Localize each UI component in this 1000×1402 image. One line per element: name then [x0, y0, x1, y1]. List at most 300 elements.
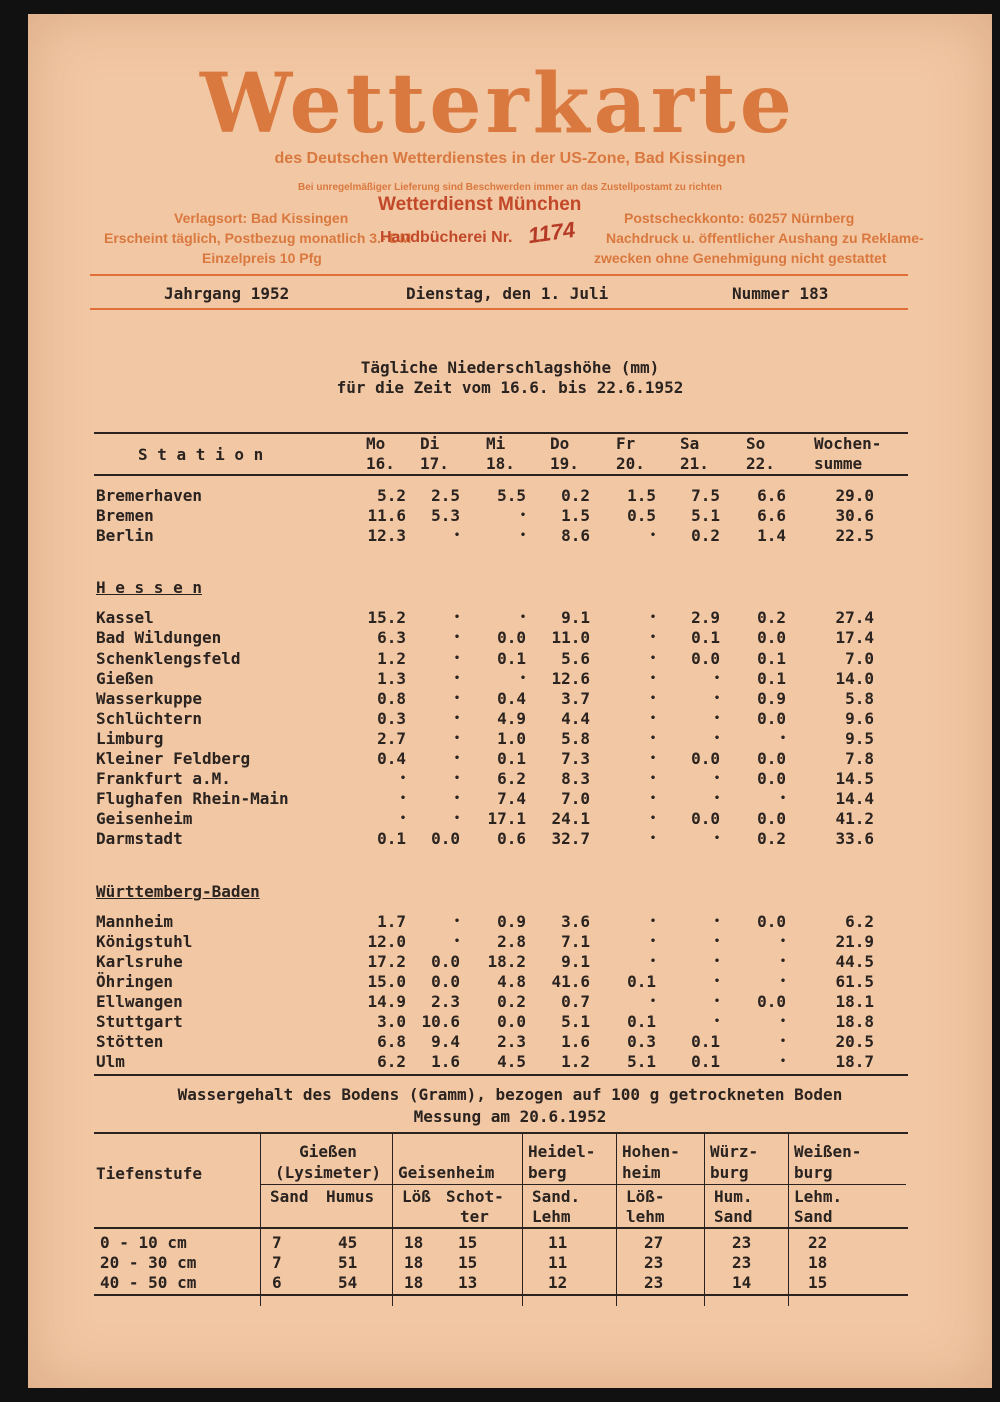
precip-value: 6.2: [377, 1052, 406, 1072]
header-sum-1: Wochen-: [814, 434, 882, 453]
station-name: Mannheim: [96, 911, 174, 931]
soil-type-line2: lehm: [626, 1207, 665, 1226]
weekly-sum: 18.1: [835, 991, 874, 1011]
precip-value: 6.6: [757, 486, 786, 505]
precip-value: 5.5: [497, 486, 526, 505]
weekly-sum: 14.4: [835, 789, 874, 809]
reprint-notice-cont: zwecken ohne Genehmigung nicht gestattet: [594, 250, 887, 266]
weekly-sum: 14.5: [835, 769, 874, 789]
precip-value: 0.3: [627, 1032, 656, 1052]
soil-value: 7: [272, 1253, 282, 1272]
soil-date: Messung am 20.6.1952: [413, 1107, 607, 1126]
precip-value: •: [519, 510, 526, 522]
precip-value: •: [779, 1036, 786, 1048]
precip-value: 7.0: [561, 789, 590, 809]
precip-value: 0.0: [757, 749, 786, 768]
soil-station-line1: Heidel-: [528, 1142, 596, 1161]
precip-value: •: [649, 793, 656, 805]
precip-value: 0.0: [757, 809, 786, 829]
soil-value: 23: [644, 1273, 664, 1292]
soil-station-line1: Weißen-: [794, 1142, 862, 1161]
station-name: Karlsruhe: [96, 951, 183, 971]
precip-value: •: [779, 975, 786, 987]
precip-value: 1.7: [377, 911, 406, 931]
precip-value: •: [713, 975, 720, 987]
soil-value: 6: [272, 1273, 282, 1292]
precip-value: 9.4: [431, 1032, 460, 1052]
precip-value: •: [649, 935, 656, 947]
station-name: Bremerhaven: [96, 486, 202, 505]
precip-value: •: [713, 672, 720, 684]
precip-value: •: [453, 773, 460, 785]
soil-value: 7: [272, 1233, 282, 1252]
precip-value: •: [453, 692, 460, 704]
library-stamp-number-label: Handbücherei Nr.: [380, 229, 513, 246]
header-day-3: Do: [550, 434, 570, 453]
precip-value: 2.5: [431, 486, 460, 505]
single-price: Einzelpreis 10 Pfg: [202, 250, 322, 266]
precip-value: 0.0: [691, 648, 720, 668]
precip-value: 12.6: [551, 668, 590, 688]
precip-value: 0.6: [497, 829, 526, 849]
soil-value: 23: [732, 1233, 752, 1252]
precip-value: 0.0: [691, 749, 720, 768]
precip-value: 8.6: [561, 526, 590, 546]
precip-value: 0.1: [377, 829, 406, 849]
depth-label: 20 - 30 cm: [100, 1253, 197, 1272]
soil-value: 18: [404, 1253, 424, 1272]
precip-value: •: [649, 692, 656, 704]
weekly-sum: 61.5: [835, 971, 874, 991]
soil-value: 11: [548, 1253, 568, 1272]
soil-value: 23: [732, 1253, 752, 1272]
precip-value: •: [713, 995, 720, 1007]
soil-value: 18: [404, 1273, 424, 1292]
weekly-sum: 7.0: [845, 648, 874, 668]
header-date-2: 18.: [486, 454, 515, 473]
precip-value: 0.7: [561, 991, 590, 1011]
soil-value: 15: [808, 1273, 828, 1292]
precip-value: •: [649, 712, 656, 724]
station-name: Kleiner Feldberg: [96, 749, 251, 768]
handwritten-number: 1174: [526, 216, 577, 249]
soil-value: 22: [808, 1233, 828, 1252]
precip-value: 18.2: [487, 951, 526, 971]
precip-value: 0.8: [377, 688, 406, 708]
header-day-6: So: [746, 434, 766, 453]
precip-value: •: [649, 530, 656, 542]
precip-value: 32.7: [551, 829, 590, 849]
precip-value: •: [399, 813, 406, 825]
precip-value: 7.1: [561, 931, 590, 951]
precip-value: 0.0: [497, 628, 526, 648]
precip-value: •: [453, 753, 460, 764]
precip-value: 0.1: [757, 648, 786, 668]
weekly-sum: 7.8: [845, 749, 874, 768]
precip-value: 0.2: [757, 829, 786, 849]
precip-value: •: [713, 793, 720, 805]
precip-value: •: [649, 813, 656, 825]
precip-value: 3.6: [561, 911, 590, 931]
precip-value: 0.3: [377, 708, 406, 728]
precip-value: 4.8: [497, 971, 526, 991]
precip-value: 5.1: [627, 1052, 656, 1072]
precip-value: 2.3: [497, 1032, 526, 1052]
precip-value: 0.2: [757, 608, 786, 628]
soil-title: Wassergehalt des Bodens (Gramm), bezogen auf 100 g getrockneten Boden: [177, 1085, 843, 1104]
precip-value: •: [779, 935, 786, 947]
precip-value: 4.4: [561, 708, 590, 728]
precip-value: •: [649, 955, 656, 967]
station-name: Öhringen: [96, 971, 174, 991]
soil-value: 23: [644, 1253, 664, 1272]
precip-value: 0.5: [627, 506, 656, 526]
precip-value: •: [649, 833, 656, 845]
precip-value: •: [649, 773, 656, 785]
soil-type-line1: Sand: [270, 1187, 309, 1206]
soil-value: 18: [808, 1253, 828, 1272]
precip-value: 5.6: [561, 648, 590, 668]
soil-value: 45: [338, 1233, 358, 1252]
soil-station-line1: Würz-: [710, 1142, 759, 1161]
precip-value: •: [519, 672, 526, 684]
precip-value: •: [779, 1016, 786, 1027]
soil-type-line1: Lehm.: [794, 1187, 843, 1206]
soil-station-line2: burg: [794, 1163, 833, 1182]
precip-value: •: [453, 793, 460, 805]
precip-value: 0.1: [691, 628, 720, 648]
weekly-sum: 5.8: [845, 688, 874, 708]
header-station: S t a t i o n: [138, 445, 264, 464]
weekly-sum: 9.6: [845, 708, 874, 728]
precip-value: 2.8: [497, 931, 526, 951]
group-title: H e s s e n: [96, 578, 202, 598]
precip-value: 1.6: [431, 1052, 460, 1072]
station-name: Stötten: [96, 1032, 164, 1052]
precip-value: 0.0: [497, 1012, 526, 1031]
precip-value: 0.1: [497, 749, 526, 768]
soil-station-line2: (Lysimeter): [275, 1163, 381, 1182]
precip-value: 8.3: [561, 769, 590, 789]
precip-value: 2.7: [377, 728, 406, 748]
depth-label: 40 - 50 cm: [100, 1273, 197, 1292]
weekly-sum: 18.7: [835, 1052, 874, 1072]
precip-value: 2.3: [431, 991, 460, 1011]
station-name: Flughafen Rhein-Main: [96, 789, 289, 809]
precip-value: •: [649, 672, 656, 684]
soil-station-line2: burg: [710, 1163, 749, 1182]
precip-value: 0.1: [627, 971, 656, 991]
header-day-0: Mo: [366, 434, 386, 453]
precip-value: 17.1: [487, 809, 526, 829]
precip-value: 11.0: [551, 628, 590, 648]
library-stamp: Wetterdienst München: [378, 194, 582, 215]
soil-column-divider: [522, 1134, 523, 1306]
precip-value: 0.9: [757, 688, 786, 708]
weekly-sum: 20.5: [835, 1032, 874, 1052]
masthead-title: Wetterkarte: [200, 56, 796, 152]
precip-value: 6.2: [497, 769, 526, 789]
header-date-0: 16.: [366, 454, 395, 473]
soil-type-line1: Hum.: [714, 1187, 753, 1206]
precip-value: 1.5: [627, 486, 656, 505]
precip-value: •: [453, 813, 460, 825]
weekly-sum: 44.5: [835, 951, 874, 971]
precip-value: •: [453, 732, 460, 744]
precip-value: 9.1: [561, 608, 590, 628]
precip-value: 5.3: [431, 506, 460, 526]
precip-value: 6.6: [757, 506, 786, 526]
soil-value: 27: [644, 1233, 664, 1252]
precip-value: 4.5: [497, 1052, 526, 1072]
soil-station-line1: Gießen: [299, 1142, 357, 1161]
soil-column-divider: [392, 1134, 393, 1306]
precip-value: 0.2: [691, 526, 720, 546]
precip-value: 0.1: [691, 1032, 720, 1052]
precip-value: 0.1: [627, 1012, 656, 1031]
header-day-1: Di: [420, 434, 440, 453]
station-name: Gießen: [96, 668, 154, 688]
header-date-6: 22.: [746, 454, 775, 473]
precip-value: •: [649, 995, 656, 1007]
soil-type-line2: Sand: [794, 1207, 833, 1226]
precip-rule-header: [94, 474, 908, 476]
precip-value: 3.0: [377, 1012, 406, 1031]
precip-value: 5.8: [561, 728, 590, 748]
weekly-sum: 6.2: [845, 911, 874, 931]
precip-value: 41.6: [551, 971, 590, 991]
precip-value: 0.4: [497, 688, 526, 708]
station-name: Schlüchtern: [96, 708, 202, 728]
precip-value: 7.5: [691, 486, 720, 505]
precip-value: •: [713, 732, 720, 744]
precip-value: 1.2: [561, 1052, 590, 1072]
precip-value: •: [779, 1056, 786, 1068]
weekly-sum: 41.2: [835, 809, 874, 829]
precip-value: 7.3: [561, 749, 590, 768]
postal-account: Postscheckkonto: 60257 Nürnberg: [624, 210, 855, 226]
issue-date: Dienstag, den 1. Juli: [406, 284, 609, 303]
header-day-4: Fr: [616, 434, 636, 453]
precip-value: 10.6: [421, 1012, 460, 1031]
group-title: Württemberg-Baden: [96, 881, 260, 901]
delivery-notice: Bei unregelmäßiger Lieferung sind Beschwerden immer an das Zustellpostamt zu richten: [298, 182, 722, 193]
soil-station-line2: Geisenheim: [398, 1163, 495, 1182]
soil-type-line2: Lehm: [532, 1207, 571, 1226]
precip-value: 1.6: [561, 1032, 590, 1052]
precip-value: 9.1: [561, 951, 590, 971]
precip-title: Tägliche Niederschlagshöhe (mm): [360, 358, 660, 377]
soil-rule-bottom: [94, 1294, 908, 1296]
soil-column-divider: [704, 1134, 705, 1306]
station-name: Stuttgart: [96, 1012, 183, 1031]
precip-value: •: [453, 632, 460, 644]
precip-value: 1.4: [757, 526, 786, 546]
weekly-sum: 14.0: [835, 668, 874, 688]
precip-value: •: [713, 915, 720, 927]
station-name: Wasserkuppe: [96, 688, 202, 708]
precip-value: •: [713, 935, 720, 947]
precip-value: 0.0: [431, 951, 460, 971]
soil-type-line2: Sand: [714, 1207, 753, 1226]
issue-year: Jahrgang 1952: [164, 284, 290, 303]
precip-value: •: [713, 955, 720, 967]
station-name: Kassel: [96, 608, 154, 628]
precip-value: •: [453, 612, 460, 624]
station-name: Darmstadt: [96, 829, 183, 849]
soil-type-line1: Humus: [326, 1187, 375, 1206]
precip-value: 17.2: [367, 951, 406, 971]
soil-value: 12: [548, 1273, 568, 1292]
header-date-3: 19.: [550, 454, 579, 473]
soil-type-line1: Löß-: [626, 1187, 665, 1206]
station-name: Geisenheim: [96, 809, 193, 829]
station-name: Frankfurt a.M.: [96, 769, 231, 789]
precip-value: 0.0: [431, 829, 460, 849]
precip-value: 12.0: [367, 931, 406, 951]
precip-value: •: [519, 612, 526, 624]
precip-value: 0.0: [431, 971, 460, 991]
soil-station-line2: heim: [622, 1163, 661, 1182]
station-name: Berlin: [96, 526, 154, 546]
precip-value: •: [519, 530, 526, 542]
precip-value: •: [649, 915, 656, 927]
precip-value: 0.0: [757, 708, 786, 728]
precip-value: •: [649, 652, 656, 664]
precip-value: 12.3: [367, 526, 406, 546]
precip-value: •: [649, 632, 656, 644]
header-day-2: Mi: [486, 434, 506, 453]
precip-value: 0.4: [377, 749, 406, 768]
weekly-sum: 18.8: [835, 1012, 874, 1031]
soil-type-line1: Sand.: [532, 1187, 581, 1206]
station-name: Limburg: [96, 728, 164, 748]
soil-column-divider: [616, 1134, 617, 1306]
precip-value: •: [453, 712, 460, 724]
precip-value: 24.1: [551, 809, 590, 829]
precip-value: 1.0: [497, 728, 526, 748]
masthead-subtitle: des Deutschen Wetterdienstes in der US-Zone, Bad Kissingen: [274, 150, 746, 167]
soil-value: 15: [458, 1253, 478, 1272]
weekly-sum: 17.4: [835, 628, 874, 648]
publisher-location: Verlagsort: Bad Kissingen: [174, 210, 349, 226]
weekly-sum: 30.6: [835, 506, 874, 526]
precip-value: •: [649, 732, 656, 744]
soil-type-line2: ter: [460, 1207, 489, 1226]
soil-type-line1: Löß: [402, 1187, 431, 1206]
precip-value: 14.9: [367, 991, 406, 1011]
precip-value: •: [779, 955, 786, 967]
precip-value: 4.9: [497, 708, 526, 728]
soil-type-line1: Schot-: [446, 1187, 504, 1206]
header-date-4: 20.: [616, 454, 645, 473]
precip-value: 0.0: [757, 769, 786, 789]
precip-value: 2.9: [691, 608, 720, 628]
soil-value: 54: [338, 1273, 358, 1292]
precip-value: 6.8: [377, 1032, 406, 1052]
station-name: Schenklengsfeld: [96, 648, 241, 668]
precip-value: •: [399, 793, 406, 805]
header-sum-2: summe: [814, 454, 863, 473]
precip-value: 5.1: [561, 1012, 590, 1031]
precip-value: 5.1: [691, 506, 720, 526]
header-day-5: Sa: [680, 434, 700, 453]
weekly-sum: 29.0: [835, 486, 874, 505]
precip-value: 0.1: [497, 648, 526, 668]
soil-rule-top: [94, 1074, 908, 1076]
precip-value: •: [399, 773, 406, 785]
precip-value: 1.5: [561, 506, 590, 526]
precip-value: •: [779, 732, 786, 744]
precip-value: 11.6: [367, 506, 406, 526]
soil-rule-sub: [260, 1184, 906, 1185]
station-name: Bremen: [96, 506, 154, 526]
precip-value: 0.1: [757, 668, 786, 688]
precip-value: •: [649, 753, 656, 764]
soil-station-line2: berg: [528, 1163, 567, 1182]
weekly-sum: 33.6: [835, 829, 874, 849]
soil-column-divider: [788, 1134, 789, 1306]
precip-value: 0.0: [691, 809, 720, 829]
precip-value: 1.3: [377, 668, 406, 688]
weekly-sum: 22.5: [835, 526, 874, 546]
precip-period: für die Zeit vom 16.6. bis 22.6.1952: [336, 378, 684, 397]
depth-label: 0 - 10 cm: [100, 1233, 187, 1252]
soil-rule-header: [94, 1132, 908, 1134]
soil-column-divider: [260, 1134, 261, 1306]
precip-value: •: [713, 833, 720, 845]
soil-station-line1: Hohen-: [622, 1142, 680, 1161]
weekly-sum: 9.5: [845, 728, 874, 748]
precip-value: •: [779, 793, 786, 805]
precip-value: •: [453, 915, 460, 927]
station-name: Ellwangen: [96, 991, 183, 1011]
precip-value: 0.0: [757, 991, 786, 1011]
weekly-sum: 21.9: [835, 931, 874, 951]
precip-value: •: [453, 935, 460, 947]
station-name: Ulm: [96, 1052, 125, 1072]
precip-value: •: [453, 672, 460, 684]
precip-value: 15.0: [367, 971, 406, 991]
weekly-sum: 27.4: [835, 608, 874, 628]
soil-value: 13: [458, 1273, 478, 1292]
masthead-rule-bottom: [90, 308, 908, 310]
precip-value: 6.3: [377, 628, 406, 648]
precip-value: 5.2: [377, 486, 406, 505]
precip-value: 0.2: [561, 486, 590, 505]
precip-value: 15.2: [367, 608, 406, 628]
reprint-notice: Nachdruck u. öffentlicher Aushang zu Reklame-: [606, 230, 924, 246]
station-name: Königstuhl: [96, 931, 193, 951]
soil-value: 18: [404, 1233, 424, 1252]
depth-header: Tiefenstufe: [96, 1164, 202, 1183]
precip-value: 3.7: [561, 688, 590, 708]
precip-value: 0.9: [497, 911, 526, 931]
soil-value: 15: [458, 1233, 478, 1252]
precip-value: 0.1: [691, 1052, 720, 1072]
header-date-5: 21.: [680, 454, 709, 473]
precip-value: 0.0: [757, 628, 786, 648]
precip-value: •: [649, 612, 656, 624]
newspaper-page: [28, 14, 992, 1388]
precip-value: •: [713, 692, 720, 704]
precip-value: 7.4: [497, 789, 526, 809]
precip-value: •: [453, 652, 460, 664]
precip-value: 0.2: [497, 991, 526, 1011]
precip-value: •: [713, 712, 720, 724]
subscription-info: Erscheint täglich, Postbezug monatlich 3.- DM: [104, 230, 412, 246]
masthead-rule-top: [90, 274, 908, 276]
